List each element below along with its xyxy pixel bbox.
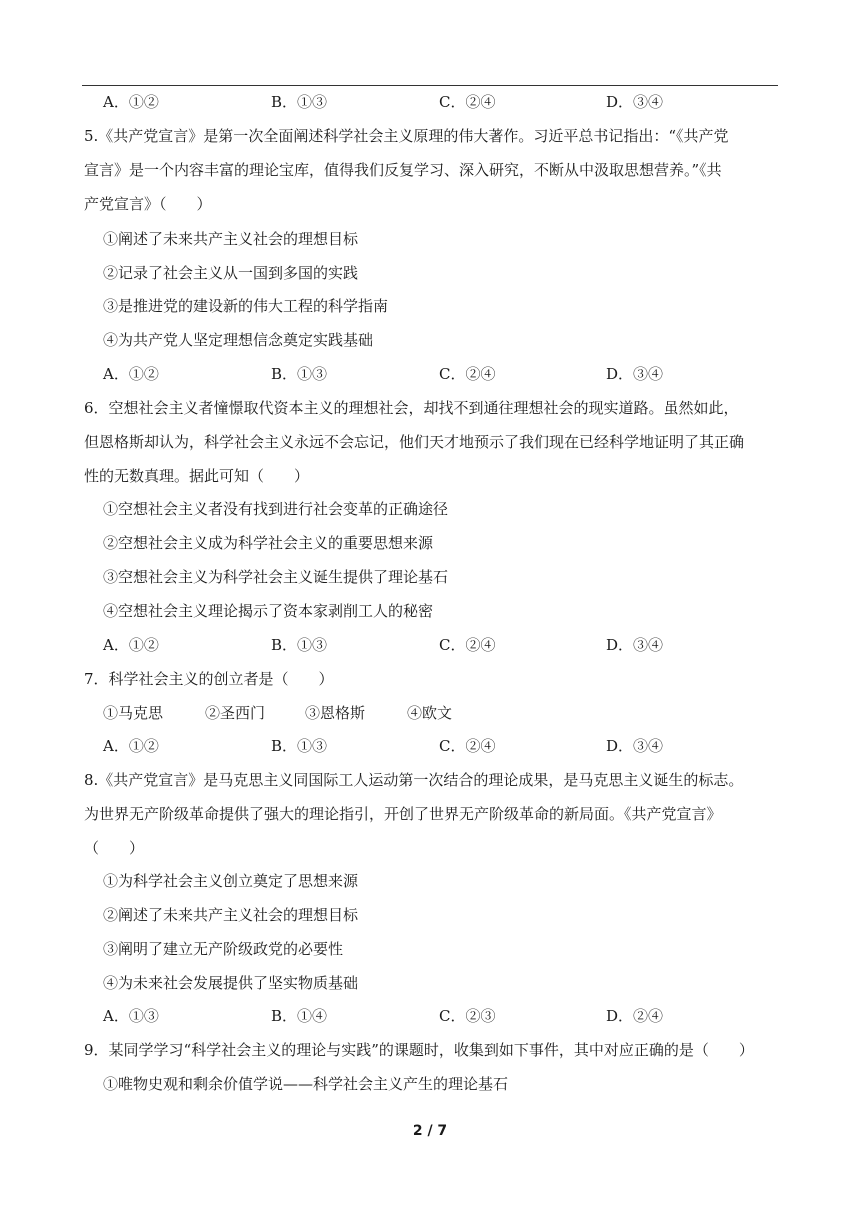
- option-c: C．②④: [439, 737, 496, 755]
- statement-item: ③阐明了建立无产阶级政党的必要性: [103, 940, 344, 958]
- question-stem-line: 产党宣言》（ ）: [84, 195, 212, 213]
- option-b: B．①③: [271, 636, 328, 654]
- option-d: D．③④: [606, 365, 664, 383]
- choice-item: ②圣西门: [205, 704, 266, 722]
- question-stem-line: 8.《共产党宣言》是马克思主义同国际工人运动第一次结合的理论成果，是马克思主义诞生的标志。: [84, 771, 744, 789]
- option-d: D．③④: [606, 93, 664, 111]
- option-a: A．①②: [103, 737, 159, 755]
- statement-item: ②空想社会主义成为科学社会主义的重要思想来源: [103, 534, 434, 552]
- question-stem-line: 性的无数真理。据此可知（ ）: [84, 467, 310, 485]
- option-a: A．①②: [103, 93, 159, 111]
- statement-item: ②记录了社会主义从一国到多国的实践: [103, 264, 359, 282]
- question-stem-line: 宣言》是一个内容丰富的理论宝库，值得我们反复学习、深入研究，不断从中汲取思想营养。”《共: [84, 161, 722, 179]
- statement-item: ①唯物史观和剩余价值学说——科学社会主义产生的理论基石: [103, 1075, 509, 1093]
- choice-item: ④欧文: [407, 704, 453, 722]
- statement-item: ①阐述了未来共产主义社会的理想目标: [103, 230, 359, 248]
- header-rule: [82, 85, 778, 86]
- question-stem-line: （ ）: [84, 839, 145, 857]
- question-stem-line: 但恩格斯却认为，科学社会主义永远不会忘记，他们天才地预示了我们现在已经科学地证明了其正确: [84, 433, 745, 451]
- option-c: C．②④: [439, 365, 496, 383]
- option-b: B．①④: [271, 1007, 328, 1025]
- statement-item: ③空想社会主义为科学社会主义诞生提供了理论基石: [103, 568, 449, 586]
- option-c: C．②③: [439, 1007, 496, 1025]
- choice-item: ③恩格斯: [305, 704, 366, 722]
- question-stem-line: 7．科学社会主义的创立者是（ ）: [84, 670, 334, 688]
- statement-item: ②阐述了未来共产主义社会的理想目标: [103, 906, 359, 924]
- option-d: D．③④: [606, 636, 664, 654]
- option-c: C．②④: [439, 636, 496, 654]
- option-d: D．③④: [606, 737, 664, 755]
- option-d: D．②④: [606, 1007, 664, 1025]
- statement-item: ③是推进党的建设新的伟大工程的科学指南: [103, 297, 389, 315]
- option-a: A．①③: [103, 1007, 159, 1025]
- question-stem-line: 9．某同学学习“科学社会主义的理论与实践”的课题时，收集到如下事件，其中对应正确的是（ ）: [84, 1041, 754, 1059]
- statement-item: ④为未来社会发展提供了坚实物质基础: [103, 974, 359, 992]
- option-b: B．①③: [271, 365, 328, 383]
- statement-item: ④为共产党人坚定理想信念奠定实践基础: [103, 331, 374, 349]
- option-a: A．①②: [103, 636, 159, 654]
- choice-item: ①马克思: [103, 704, 164, 722]
- statement-item: ①空想社会主义者没有找到进行社会变革的正确途径: [103, 500, 449, 518]
- question-stem-line: 5.《共产党宣言》是第一次全面阐述科学社会主义原理的伟大著作。习近平总书记指出：“《共产党: [84, 127, 729, 145]
- statement-item: ④空想社会主义理论揭示了资本家剥削工人的秘密: [103, 602, 434, 620]
- option-b: B．①③: [271, 737, 328, 755]
- option-b: B．①③: [271, 93, 328, 111]
- statement-item: ①为科学社会主义创立奠定了思想来源: [103, 872, 359, 890]
- option-a: A．①②: [103, 365, 159, 383]
- option-c: C．②④: [439, 93, 496, 111]
- question-stem-line: 为世界无产阶级革命提供了强大的理论指引，开创了世界无产阶级革命的新局面。《共产党宣言》: [84, 805, 722, 823]
- question-stem-line: 6．空想社会主义者憧憬取代资本主义的理想社会，却找不到通往理想社会的现实道路。虽然如此，: [84, 399, 739, 417]
- page-number: 2 / 7: [412, 1123, 448, 1139]
